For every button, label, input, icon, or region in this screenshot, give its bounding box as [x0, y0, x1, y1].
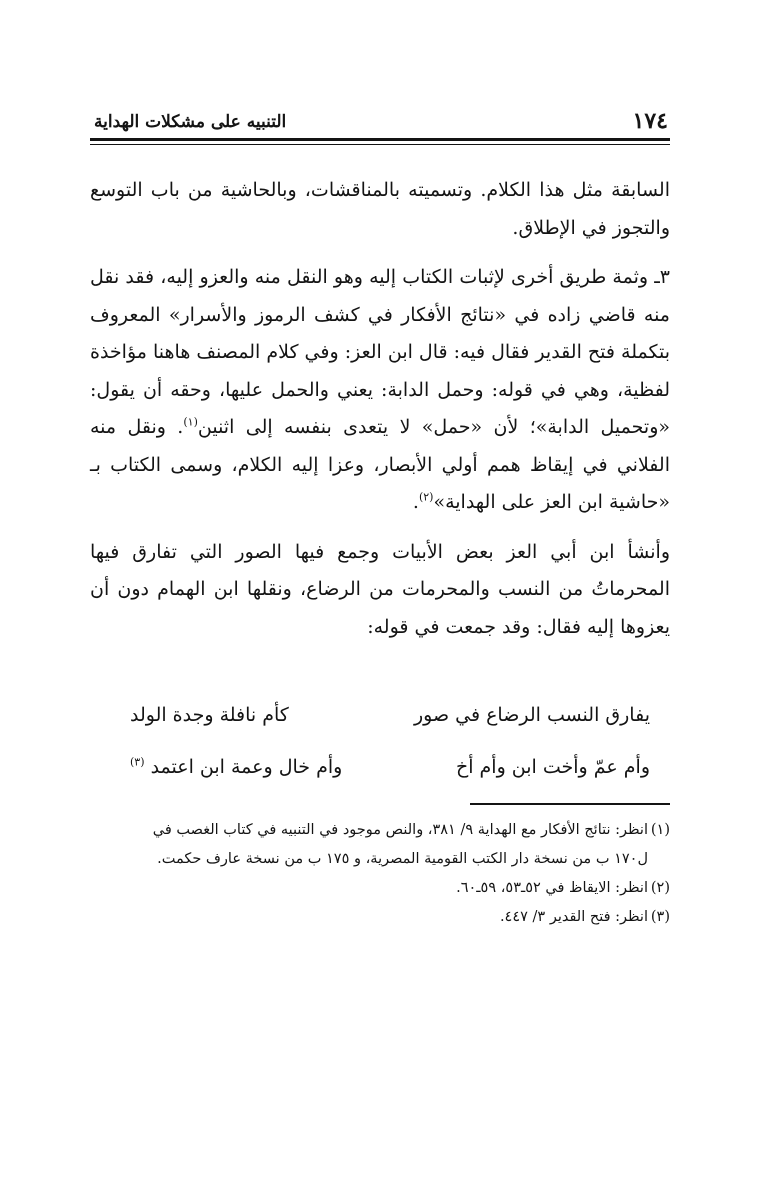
footnote-3-text: انظر: فتح القدير ٣/ ٤٤٧.	[499, 909, 648, 925]
footnote-1	[90, 816, 670, 845]
paragraph-1-line-2: والتجوز في الإطلاق.	[512, 216, 670, 239]
footnote-1-line-2: ل١٧٠ ب من نسخة دار الكتب القومية المصرية، و ١٧٥ ب من نسخة عارف حكمت.	[157, 851, 648, 867]
footnotes	[90, 816, 670, 932]
footnote-1-number: (١)	[650, 822, 670, 838]
verse-2-second-text: وأم خال وعمة ابن اعتمد	[150, 756, 343, 778]
footnote-2-number: (٢)	[650, 880, 670, 896]
paragraph-1-line-1: السابقة مثل هذا الكلام. وتسميته بالمناقشات، وبالحاشية من باب التوسع	[90, 179, 670, 201]
verse-2-second-hemistich	[130, 752, 342, 782]
footnote-2-text: انظر: الايقاظ في ٥٢ـ٥٣، ٥٩ـ٦٠.	[456, 880, 648, 896]
page-number: ١٧٤	[632, 108, 668, 134]
footnote-ref-2: (٢)	[418, 490, 434, 504]
footnote-3	[90, 903, 670, 932]
footnote-ref-1: (١)	[183, 415, 198, 429]
header-rule-thick	[90, 138, 670, 141]
paragraph-2-text-b: . ونقل منه الفلاني في إيقاظ همم أولي الأبصار، وعزا إليه الكلام، وسمى الكتاب بـ «حاشية ابن العز على الهداية»	[90, 416, 670, 513]
footnote-2	[90, 874, 670, 903]
verse-2-first-hemistich: وأم عمّ وأخت ابن وأم أخ	[455, 756, 650, 778]
header-rule-thin	[90, 144, 670, 145]
verse-1-second-hemistich: كأم نافلة وجدة الولد	[130, 704, 289, 726]
footnote-3-number: (٣)	[650, 909, 670, 925]
body-text	[90, 172, 670, 646]
paragraph-2-end: .	[412, 491, 419, 513]
footnote-separator	[470, 803, 670, 805]
page-header	[90, 106, 670, 136]
running-title: التنبيه على مشكلات الهداية	[94, 112, 287, 132]
footnote-1-line-1: انظر: نتائج الأفكار مع الهداية ٩/ ٣٨١، والنص موجود في التنبيه في كتاب الغصب في	[152, 822, 648, 838]
verse-1-first-hemistich: يفارق النسب الرضاع في صور	[413, 704, 650, 726]
paragraph-2-text: ٣ـ وثمة طريق أخرى لإثبات الكتاب إليه وهو النقل منه والعزو إليه، فقد نقل منه قاضي زاده في «نتائج الأفكار في كشف الرموز والأسرار» المعروف بتكملة فتح القدير فقال فيه: قال ابن العز: وفي كلام المصنف هاهنا مؤاخذة لفظية، وهي في قوله: وحمل الدابة: يعني والحمل عليها، وحقه أن يقول: «وتحميل الدابة»؛ لأن «حمل» لا يتعدى بنفسه إلى اثنين	[90, 266, 670, 438]
paragraph-3: وأنشأ ابن أبي العز بعض الأبيات وجمع فيها الصور التي تفارق فيها المحرماتُ من النسب والمحرمات من الرضاع، ونقلها ابن الهمام دون أن يعزوها إليه فقال: وقد جمعت في قوله:	[90, 540, 670, 638]
verse-line-1	[130, 700, 650, 730]
verse-line-2	[130, 752, 650, 782]
paragraph-2	[90, 259, 670, 522]
footnote-ref-3: (٣)	[130, 755, 145, 769]
